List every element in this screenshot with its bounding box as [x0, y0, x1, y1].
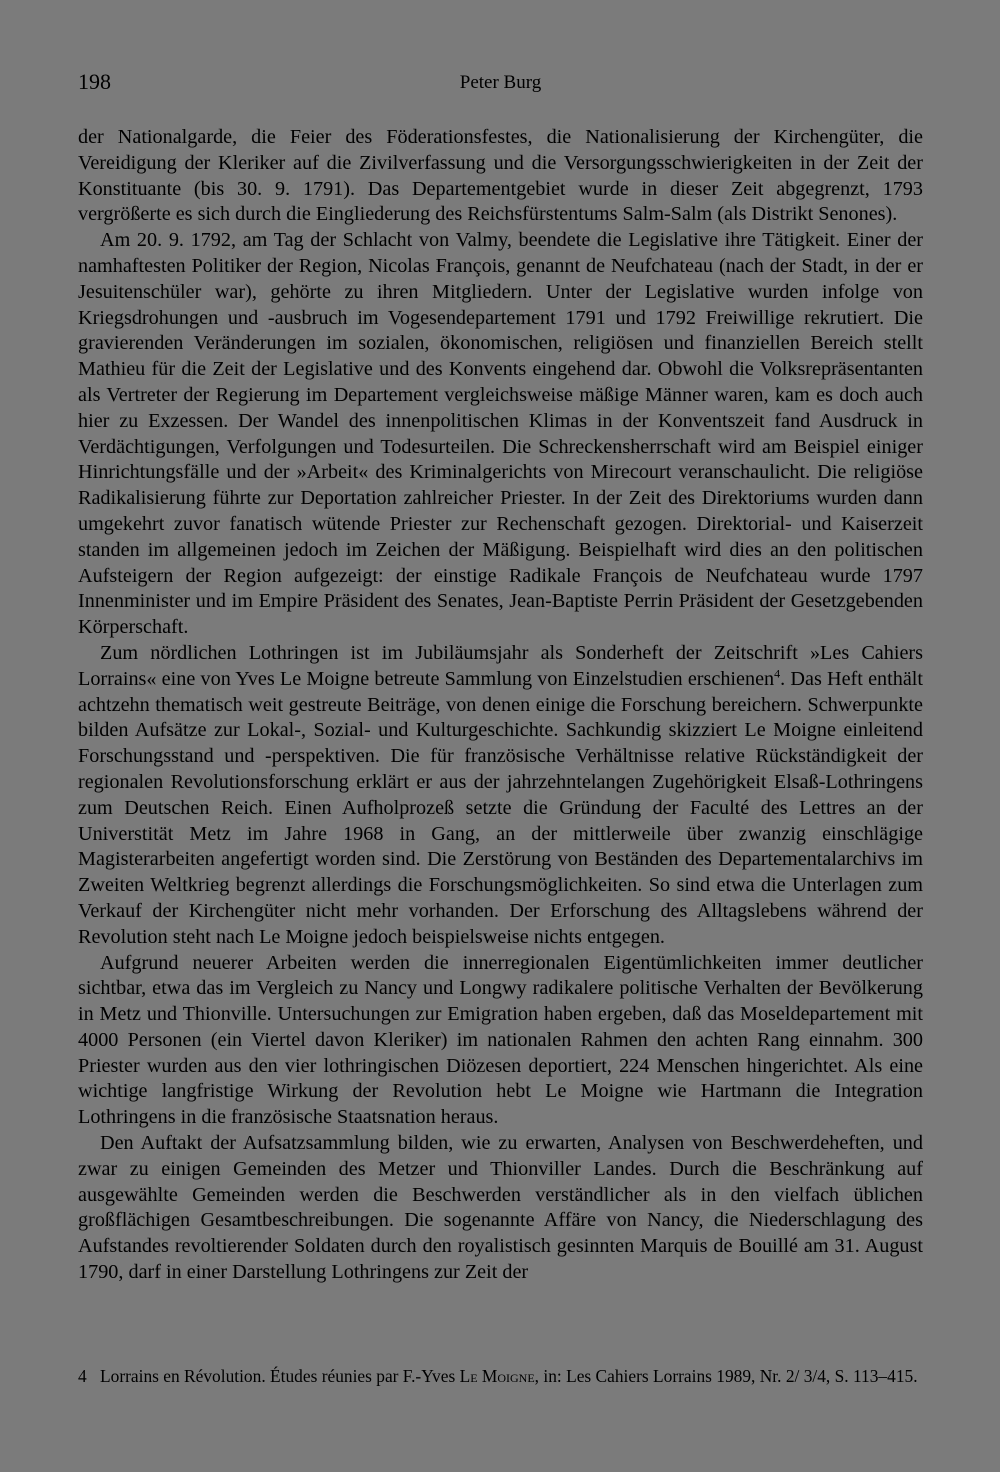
paragraph-2: Am 20. 9. 1792, am Tag der Schlacht von Valmy, beendete die Legislative ihre Tätigkeit. Einer der namhaftesten Politiker der Region, Nicolas François, genannt de Neufchateau (nach der Stadt, in der er Jesuitenschüler war), gehörte zu ihren Mitgliedern. Unter der Legislative wurden infolge von Kriegsdrohungen und -ausbruch im Vogesendepartement 1791 und 1792 Freiwillige rekrutiert. Die gravierenden Veränderungen im sozialen, ökonomischen, religiösen und finanziellen Bereich stellt Mathieu für die Zeit der Legislative und des Konvents eingehend dar. Obwohl die Volksrepräsentanten als Vertreter der Regierung im Departement vergleichsweise mäßige Männer waren, kam es doch auch hier zu Exzessen. Der Wandel des innenpolitischen Klimas in der Konventszeit fand Ausdruck in Verdächtigungen, Verfolgungen und Todesurteilen. Die Schreckensherrschaft wird am Beispiel einiger Hinrichtungsfälle und der »Arbeit« des Kriminalgerichts von Mirecourt veranschaulicht. Die religiöse Radikalisierung führte zur Deportation zahlreicher Priester. In der Zeit des Direktoriums wurden dann umgekehrt zuvor fanatisch wütende Priester zur Rechenschaft gezogen. Direktorial- und Kaiserzeit standen im allgemeinen jedoch im Zeichen der Mäßigung. Beispielhaft wird dies an den politischen Aufsteigern der Region aufgezeigt: der einstige Radikale François de Neufchateau wurde 1797 Innenminister und im Empire Präsident des Senates, Jean-Baptiste Perrin Präsident der Gesetzgebenden Körperschaft. — [78, 229, 923, 639]
page-number: 198 — [78, 69, 111, 94]
paragraph-3 — [78, 641, 923, 951]
footnote — [78, 1365, 923, 1388]
footnote-text-part-2: , in: Les Cahiers Lorrains 1989, Nr. 2/ 3/4, S. 113–415. — [534, 1366, 918, 1386]
paragraph-3-part-2: . Das Heft enthält achtzehn thematisch weit gestreute Beiträge, von denen einige die Forschung bereichern. Schwerpunkte bilden Aufsätze zur Lokal-, Sozial- und Kulturgeschichte. Sachkundig skizziert Le Moigne einleitend Forschungsstand und -perspektiven. Die für französische Verhältnisse relative Rückständigkeit der regionalen Revolutionsforschung erklärt er aus der jahrzehntelangen Zugehörigkeit Elsaß-Lothringens zum Deutschen Reich. Einen Aufholprozeß setzte die Gründung der Faculté des Lettres an der Universtität Metz im Jahre 1968 in Gang, an der mittlerweile über zwanzig einschlägige Magisterarbeiten angefertigt worden sind. Die Zerstörung von Beständen des Departementalarchivs im Zweiten Weltkrieg begrenzt allerdings die Forschungsmöglichkeiten. So sind etwa die Unterlagen zum Verkauf der Kirchengüter nicht mehr vorhanden. Der Erforschung des Alltagslebens während der Revolution steht nach Le Moigne jedoch beispielsweise nichts entgegen. — [78, 667, 924, 948]
footnote-text — [100, 1365, 923, 1388]
footnote-text-part-1: Lorrains en Révolution. Études réunies par F.-Yves — [100, 1366, 460, 1386]
footnote-reference[interactable]: 4 — [774, 666, 781, 680]
running-head — [78, 68, 923, 98]
body-text — [78, 125, 923, 1286]
running-title: Peter Burg — [459, 72, 542, 93]
paragraph-3-part-1: Zum nördlichen Lothringen ist im Jubiläumsjahr als Sonderheft der Zeitschrift »Les Cahiers Lorrains« eine von Yves Le Moigne betreute Sammlung von Einzelstudien erschienen — [78, 641, 923, 690]
paragraph-1: der Nationalgarde, die Feier des Föderationsfestes, die Nationalisierung der Kirchengüter, die Vereidigung der Kleriker auf die Zivilverfassung und die Versorgungsschwierigkeiten in der Zeit der Konstituante (bis 30. 9. 1791). Das Departementgebiet wurde in dieser Zeit abgegrenzt, 1793 vergrößerte es sich durch die Eingliederung des Reichsfürstentums Salm-Salm (als Distrikt Senones). — [78, 126, 923, 226]
footnote-number: 4 — [78, 1366, 87, 1386]
paragraph-4: Aufgrund neuerer Arbeiten werden die innerregionalen Eigentümlichkeiten immer deutlicher sichtbar, etwa das im Vergleich zu Nancy und Longwy radikalere politische Verhalten der Bevölkerung in Metz und Thionville. Untersuchungen zur Emigration haben ergeben, daß das Moseldepartement mit 4000 Personen (ein Viertel davon Kleriker) im nationalen Rahmen den achten Rang einnahm. 300 Priester wurden aus den vier lothringischen Diözesen deportiert, 224 Menschen hingerichtet. Als eine wichtige langfristige Wirkung der Revolution hebt Le Moigne wie Hartmann die Integration Lothringens in die französische Staatsnation heraus. — [78, 951, 923, 1129]
footnote-author: Le Moigne — [459, 1366, 535, 1386]
paragraph-5: Den Auftakt der Aufsatzsammlung bilden, wie zu erwarten, Analysen von Beschwerdeheften, und zwar zu einigen Gemeinden des Metzer und Thionviller Landes. Durch die Beschränkung auf ausgewählte Gemeinden werden die Beschwerden verständlicher als in den vielfach üblichen großflächigen Gesamtbeschreibungen. Die sogenannte Affäre von Nancy, die Niederschlagung des Aufstandes revoltierender Soldaten durch den royalistisch gesinnten Marquis de Bouillé am 31. August 1790, darf in einer Darstellung Lothringens zur Zeit der — [78, 1132, 923, 1284]
